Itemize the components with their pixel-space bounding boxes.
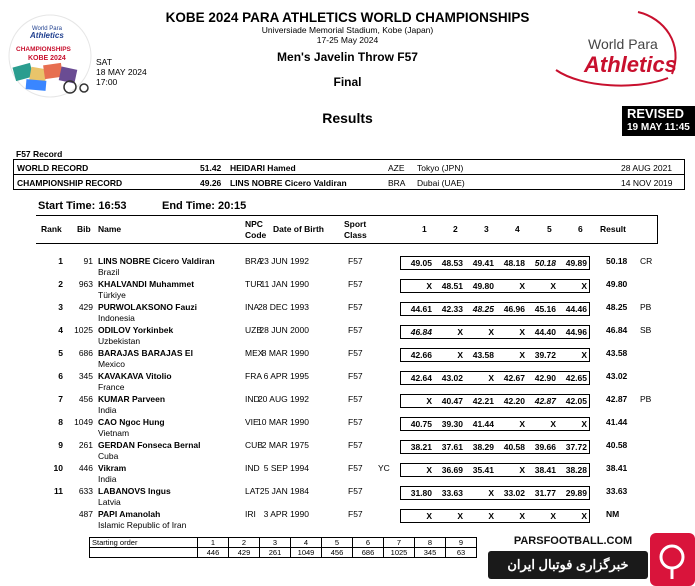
table-row bbox=[0, 302, 695, 325]
record-npc: AZE bbox=[388, 163, 405, 173]
logo-left-text-1: World Para bbox=[32, 26, 62, 32]
attempts-box bbox=[400, 302, 590, 316]
attempt-1: 49.05 bbox=[410, 258, 432, 268]
rank-cell: 6 bbox=[58, 371, 63, 381]
dob-cell: 10 MAR 1990 bbox=[257, 417, 309, 427]
col-attempt-6: 6 bbox=[578, 224, 583, 234]
athlete-name: PAPI Amanolah bbox=[98, 509, 161, 519]
bib-cell: 456 bbox=[78, 394, 93, 404]
bib-cell: 686 bbox=[78, 348, 93, 358]
record-label: CHAMPIONSHIP RECORD bbox=[17, 178, 123, 188]
attempt-3: 41.44 bbox=[472, 419, 494, 429]
attempt-3: 49.41 bbox=[472, 258, 494, 268]
venue: Universiade Memorial Stadium, Kobe (Japan) bbox=[261, 25, 434, 35]
class-cell: F57 bbox=[348, 371, 363, 381]
dob-cell: 6 APR 1995 bbox=[263, 371, 309, 381]
table-row bbox=[0, 509, 695, 532]
attempt-1: 44.61 bbox=[410, 304, 432, 314]
npc-cell: FRA bbox=[245, 371, 262, 381]
attempt-6: 42.05 bbox=[565, 396, 587, 406]
record-venue: Dubai (UAE) bbox=[417, 178, 465, 188]
attempt-6: X bbox=[581, 511, 587, 521]
attempt-1: X bbox=[426, 511, 432, 521]
record-date: 28 AUG 2021 bbox=[621, 163, 673, 173]
attempt-2: X bbox=[457, 327, 463, 337]
athlete-country: Vietnam bbox=[98, 428, 130, 438]
attempt-2: 43.02 bbox=[441, 373, 463, 383]
record-venue: Tokyo (JPN) bbox=[417, 163, 464, 173]
col-attempt-5: 5 bbox=[547, 224, 552, 234]
bib-cell: 446 bbox=[78, 463, 93, 473]
class-cell: F57 bbox=[348, 417, 363, 427]
npc-cell: IRI bbox=[245, 509, 256, 519]
attempt-6: 38.28 bbox=[565, 465, 587, 475]
attempt-6: 37.72 bbox=[565, 442, 587, 452]
rank-cell: 8 bbox=[58, 417, 63, 427]
attempt-3: X bbox=[488, 511, 494, 521]
athlete-name: BARAJAS BARAJAS El bbox=[98, 348, 193, 358]
rank-cell: 10 bbox=[53, 463, 63, 473]
attempts-box bbox=[400, 417, 590, 431]
athlete-name: Vikram bbox=[98, 463, 127, 473]
athlete-name: GERDAN Fonseca Bernal bbox=[98, 440, 201, 450]
result-cell: 41.44 bbox=[606, 417, 628, 427]
bib-cell: 1025 bbox=[74, 325, 93, 335]
athlete-name: CAO Ngoc Hung bbox=[98, 417, 165, 427]
athlete-name: KHALVANDI Muhammet bbox=[98, 279, 195, 289]
attempt-6: 29.89 bbox=[565, 488, 587, 498]
npc-cell: IND bbox=[245, 463, 260, 473]
dob-cell: 23 JUN 1992 bbox=[259, 256, 309, 266]
attempt-3: X bbox=[488, 488, 494, 498]
result-cell: 38.41 bbox=[606, 463, 628, 473]
class-cell: F57 bbox=[348, 486, 363, 496]
class-cell: F57 bbox=[348, 348, 363, 358]
result-cell: 33.63 bbox=[606, 486, 628, 496]
attempt-6: 44.96 bbox=[565, 327, 587, 337]
championship-dates: 17-25 May 2024 bbox=[316, 35, 379, 45]
so-position: 6 bbox=[353, 538, 384, 548]
so-position: 4 bbox=[291, 538, 322, 548]
attempt-1: 46.84 bbox=[410, 327, 432, 337]
so-bib: 261 bbox=[260, 548, 291, 558]
attempts-box bbox=[400, 348, 590, 362]
attempt-5: X bbox=[550, 511, 556, 521]
attempt-5: 42.90 bbox=[534, 373, 556, 383]
col-sport-class bbox=[344, 219, 367, 241]
npc-cell: MEX bbox=[245, 348, 264, 358]
records-heading: F57 Record bbox=[16, 149, 63, 159]
attempt-6: 44.46 bbox=[565, 304, 587, 314]
dob-cell: 25 JAN 1984 bbox=[259, 486, 309, 496]
npc-cell: TUR bbox=[245, 279, 263, 289]
revised-label: REVISED bbox=[627, 106, 685, 121]
attempt-2: 39.30 bbox=[441, 419, 463, 429]
attempt-5: 38.41 bbox=[534, 465, 556, 475]
so-bib: 429 bbox=[229, 548, 260, 558]
attempt-3: 38.29 bbox=[472, 442, 494, 452]
event-name: Men's Javelin Throw F57 bbox=[277, 50, 418, 64]
record-cell: PB bbox=[640, 394, 652, 404]
athlete-country: Islamic Republic of Iran bbox=[98, 520, 187, 530]
rank-cell: 1 bbox=[58, 256, 63, 266]
attempt-6: X bbox=[581, 419, 587, 429]
so-position: 5 bbox=[322, 538, 353, 548]
so-bib: 1025 bbox=[384, 548, 415, 558]
rank-cell: 3 bbox=[58, 302, 63, 312]
attempt-6: 49.89 bbox=[565, 258, 587, 268]
attempt-5: X bbox=[550, 419, 556, 429]
attempt-5: 45.16 bbox=[534, 304, 556, 314]
bib-cell: 345 bbox=[78, 371, 93, 381]
starting-order-table bbox=[89, 537, 477, 558]
athlete-name: LINS NOBRE Cicero Valdiran bbox=[98, 256, 215, 266]
attempt-1: 38.21 bbox=[410, 442, 432, 452]
col-dob: Date of Birth bbox=[273, 224, 324, 234]
dob-cell: 20 AUG 1992 bbox=[257, 394, 309, 404]
start-time-label: Start Time: bbox=[38, 200, 96, 212]
class-cell: F57 bbox=[348, 440, 363, 450]
header-right-rule bbox=[657, 215, 658, 244]
end-time-value: 20:15 bbox=[218, 200, 247, 212]
bib-cell: 487 bbox=[78, 509, 93, 519]
attempt-2: 48.51 bbox=[441, 281, 463, 291]
attempt-6: X bbox=[581, 350, 587, 360]
col-npc-line1: NPC bbox=[245, 219, 263, 229]
result-cell: 48.25 bbox=[606, 302, 628, 312]
attempt-3: X bbox=[488, 373, 494, 383]
npc-cell: LAT bbox=[245, 486, 260, 496]
attempts-box bbox=[400, 440, 590, 454]
dob-cell: 28 JUN 2000 bbox=[259, 325, 309, 335]
npc-cell: IND bbox=[245, 394, 260, 404]
header-bottom-rule bbox=[36, 243, 658, 244]
logo-left-text-3: CHAMPIONSHIPS bbox=[16, 46, 71, 53]
col-sport-line2: Class bbox=[344, 230, 367, 240]
athlete-country: Uzbekistan bbox=[98, 336, 141, 346]
record-mark: 51.42 bbox=[200, 163, 222, 173]
dob-cell: 3 APR 1990 bbox=[263, 509, 309, 519]
npc-cell: UZB bbox=[245, 325, 262, 335]
record-cell: SB bbox=[640, 325, 652, 335]
attempt-4: X bbox=[519, 281, 525, 291]
attempt-5: 39.66 bbox=[534, 442, 556, 452]
athlete-country: Indonesia bbox=[98, 313, 135, 323]
attempt-3: X bbox=[488, 327, 494, 337]
col-result: Result bbox=[600, 224, 626, 234]
col-attempt-1: 1 bbox=[422, 224, 427, 234]
attempt-1: X bbox=[426, 396, 432, 406]
athlete-name: ODILOV Yorkinbek bbox=[98, 325, 174, 335]
table-row bbox=[0, 486, 695, 509]
so-bib: 345 bbox=[415, 548, 446, 558]
attempt-2: 42.33 bbox=[441, 304, 463, 314]
athlete-country: Latvia bbox=[98, 497, 121, 507]
dob-cell: 11 JAN 1990 bbox=[260, 279, 309, 289]
rank-cell: 9 bbox=[58, 440, 63, 450]
logo-right-text-2: Athletics bbox=[584, 52, 677, 77]
attempts-box bbox=[400, 509, 590, 523]
attempt-5: 44.40 bbox=[534, 327, 556, 337]
athlete-country: India bbox=[98, 474, 117, 484]
revised-badge bbox=[622, 106, 695, 136]
logo-right-text-1: World Para bbox=[588, 36, 658, 52]
result-cell: 43.58 bbox=[606, 348, 628, 358]
attempt-4: X bbox=[519, 350, 525, 360]
athlete-name: KUMAR Parveen bbox=[98, 394, 166, 404]
starting-order-label: Starting order bbox=[90, 538, 198, 548]
bib-cell: 963 bbox=[78, 279, 93, 289]
so-position: 9 bbox=[446, 538, 477, 548]
attempt-3: 48.25 bbox=[472, 304, 494, 314]
athlete-name: KAVAKAVA Vitolio bbox=[98, 371, 172, 381]
class-cell: F57 bbox=[348, 394, 363, 404]
result-cell: 50.18 bbox=[606, 256, 628, 266]
athlete-country: Brazil bbox=[98, 267, 120, 277]
event-date: 18 MAY 2024 bbox=[96, 67, 147, 77]
table-row bbox=[0, 325, 695, 348]
record-npc: BRA bbox=[388, 178, 406, 188]
record-holder: LINS NOBRE Cicero Valdiran bbox=[230, 178, 347, 188]
result-cell: 43.02 bbox=[606, 371, 628, 381]
col-bib: Bib bbox=[77, 224, 91, 234]
starting-order-bibs bbox=[90, 548, 477, 558]
attempt-6: 42.65 bbox=[565, 373, 587, 383]
attempts-box bbox=[400, 325, 590, 339]
athlete-country: Cuba bbox=[98, 451, 119, 461]
attempt-4: 40.58 bbox=[503, 442, 525, 452]
record-cell: CR bbox=[640, 256, 653, 266]
attempt-2: 40.47 bbox=[441, 396, 463, 406]
result-cell: 49.80 bbox=[606, 279, 628, 289]
so-bib: 456 bbox=[322, 548, 353, 558]
event-phase: Final bbox=[333, 75, 362, 89]
end-time bbox=[162, 200, 246, 212]
dob-cell: 2 MAR 1975 bbox=[261, 440, 309, 450]
record-cell: PB bbox=[640, 302, 652, 312]
attempt-1: X bbox=[426, 281, 432, 291]
class-cell: F57 bbox=[348, 256, 363, 266]
attempt-3: 42.21 bbox=[472, 396, 494, 406]
table-row bbox=[0, 463, 695, 486]
npc-cell: INA bbox=[245, 302, 260, 312]
attempt-6: X bbox=[581, 281, 587, 291]
attempt-2: 36.69 bbox=[441, 465, 463, 475]
npc-cell: BRA bbox=[245, 256, 263, 266]
championship-record-row bbox=[13, 174, 685, 190]
so-bib: 686 bbox=[353, 548, 384, 558]
attempt-3: 49.80 bbox=[472, 281, 494, 291]
event-day: SAT bbox=[96, 57, 112, 67]
so-position: 2 bbox=[229, 538, 260, 548]
athlete-name: LABANOVS Ingus bbox=[98, 486, 171, 496]
bib-cell: 91 bbox=[83, 256, 93, 266]
attempts-box bbox=[400, 463, 590, 477]
record-mark: 49.26 bbox=[200, 178, 222, 188]
attempt-5: 31.77 bbox=[534, 488, 556, 498]
dob-cell: 5 SEP 1994 bbox=[263, 463, 309, 473]
col-name: Name bbox=[98, 224, 122, 234]
attempt-4: 33.02 bbox=[503, 488, 525, 498]
rank-cell: 11 bbox=[54, 486, 63, 496]
so-bib: 63 bbox=[446, 548, 477, 558]
col-rank: Rank bbox=[41, 224, 62, 234]
table-row bbox=[0, 279, 695, 302]
record-date: 14 NOV 2019 bbox=[621, 178, 673, 188]
class-cell: F57 bbox=[348, 463, 363, 473]
col-npc-line2: Code bbox=[245, 230, 267, 240]
npc-cell: CUB bbox=[245, 440, 263, 450]
start-time-value: 16:53 bbox=[98, 200, 127, 212]
attempt-4: 48.18 bbox=[503, 258, 525, 268]
attempts-box bbox=[400, 486, 590, 500]
event-time: 17:00 bbox=[96, 77, 118, 87]
attempt-3: 35.41 bbox=[472, 465, 494, 475]
rank-cell: 7 bbox=[58, 394, 63, 404]
table-row bbox=[0, 371, 695, 394]
record-holder: HEIDARI Hamed bbox=[230, 163, 296, 173]
col-attempt-4: 4 bbox=[515, 224, 520, 234]
athlete-country: India bbox=[98, 405, 117, 415]
rank-cell: 2 bbox=[58, 279, 63, 289]
logo-left-text-2: Athletics bbox=[30, 31, 64, 40]
attempts-box bbox=[400, 394, 590, 408]
result-cell: NM bbox=[606, 509, 620, 519]
result-cell: 42.87 bbox=[606, 394, 628, 404]
attempt-2: X bbox=[457, 350, 463, 360]
results-title: Results bbox=[322, 110, 373, 126]
start-time bbox=[38, 200, 126, 212]
athlete-country: Türkiye bbox=[98, 290, 126, 300]
athlete-country: Mexico bbox=[98, 359, 125, 369]
col-attempt-2: 2 bbox=[453, 224, 458, 234]
attempt-1: 42.64 bbox=[410, 373, 432, 383]
world-para-athletics-logo bbox=[552, 8, 690, 88]
attempt-4: X bbox=[519, 465, 525, 475]
bib-cell: 429 bbox=[78, 302, 93, 312]
rank-cell: 5 bbox=[58, 348, 63, 358]
bib-cell: 1049 bbox=[74, 417, 93, 427]
so-position: 3 bbox=[260, 538, 291, 548]
result-cell: 40.58 bbox=[606, 440, 628, 450]
result-cell: 46.84 bbox=[606, 325, 628, 335]
table-row bbox=[0, 256, 695, 279]
attempt-4: X bbox=[519, 419, 525, 429]
attempt-5: 42.87 bbox=[534, 396, 556, 406]
revised-date: 19 MAY 11:45 bbox=[627, 122, 690, 133]
attempts-box bbox=[400, 279, 590, 293]
ad-tagline[interactable]: خبرگزاری فوتبال ایران bbox=[488, 551, 648, 579]
attempt-5: 39.72 bbox=[534, 350, 556, 360]
col-attempt-3: 3 bbox=[484, 224, 489, 234]
attempt-5: 50.18 bbox=[534, 258, 556, 268]
athlete-name: PURWOLAKSONO Fauzi bbox=[98, 302, 198, 312]
table-row bbox=[0, 417, 695, 440]
col-sport-line1: Sport bbox=[344, 219, 367, 229]
attempt-1: 40.75 bbox=[410, 419, 432, 429]
event-datetime bbox=[96, 57, 147, 87]
athlete-country: France bbox=[98, 382, 125, 392]
so-bib: 1049 bbox=[291, 548, 322, 558]
championship-title: KOBE 2024 PARA ATHLETICS WORLD CHAMPIONSHIPS bbox=[165, 10, 530, 25]
world-record-row bbox=[13, 159, 685, 175]
bib-cell: 261 bbox=[78, 440, 93, 450]
attempt-2: 37.61 bbox=[441, 442, 463, 452]
starting-order-positions bbox=[90, 538, 477, 548]
ad-site-name[interactable]: PARSFOOTBALL.COM bbox=[498, 534, 648, 549]
attempt-2: 48.53 bbox=[441, 258, 463, 268]
attempt-4: 42.20 bbox=[503, 396, 525, 406]
dob-cell: 28 DEC 1993 bbox=[257, 302, 309, 312]
col-npc bbox=[245, 219, 266, 241]
so-position: 8 bbox=[415, 538, 446, 548]
attempt-4: X bbox=[519, 327, 525, 337]
attempt-2: X bbox=[457, 511, 463, 521]
attempt-1: 42.66 bbox=[410, 350, 432, 360]
attempt-3: 43.58 bbox=[472, 350, 494, 360]
logo-left-text-4: KOBE 2024 bbox=[28, 55, 66, 62]
table-row bbox=[0, 348, 695, 371]
class-cell: F57 bbox=[348, 279, 363, 289]
ad-logo-icon[interactable] bbox=[650, 533, 695, 586]
attempts-box bbox=[400, 256, 590, 270]
so-position: 7 bbox=[384, 538, 415, 548]
starting-order-label-blank bbox=[90, 548, 198, 558]
so-bib: 446 bbox=[198, 548, 229, 558]
npc-cell: VIE bbox=[245, 417, 259, 427]
end-time-label: End Time: bbox=[162, 200, 215, 212]
class-cell: F57 bbox=[348, 302, 363, 312]
attempts-box bbox=[400, 371, 590, 385]
table-row bbox=[0, 394, 695, 417]
bib-cell: 633 bbox=[78, 486, 93, 496]
attempt-1: 31.80 bbox=[410, 488, 432, 498]
attempt-4: X bbox=[519, 511, 525, 521]
note-cell: YC bbox=[378, 463, 390, 473]
class-cell: F57 bbox=[348, 509, 363, 519]
attempt-1: X bbox=[426, 465, 432, 475]
record-label: WORLD RECORD bbox=[17, 163, 89, 173]
dob-cell: 8 MAR 1990 bbox=[261, 348, 309, 358]
rank-cell: 4 bbox=[58, 325, 63, 335]
attempt-2: 33.63 bbox=[441, 488, 463, 498]
so-position: 1 bbox=[198, 538, 229, 548]
table-row bbox=[0, 440, 695, 463]
attempt-4: 46.96 bbox=[503, 304, 525, 314]
attempt-4: 42.67 bbox=[503, 373, 525, 383]
class-cell: F57 bbox=[348, 325, 363, 335]
attempt-5: X bbox=[550, 281, 556, 291]
header-top-rule bbox=[36, 215, 658, 216]
